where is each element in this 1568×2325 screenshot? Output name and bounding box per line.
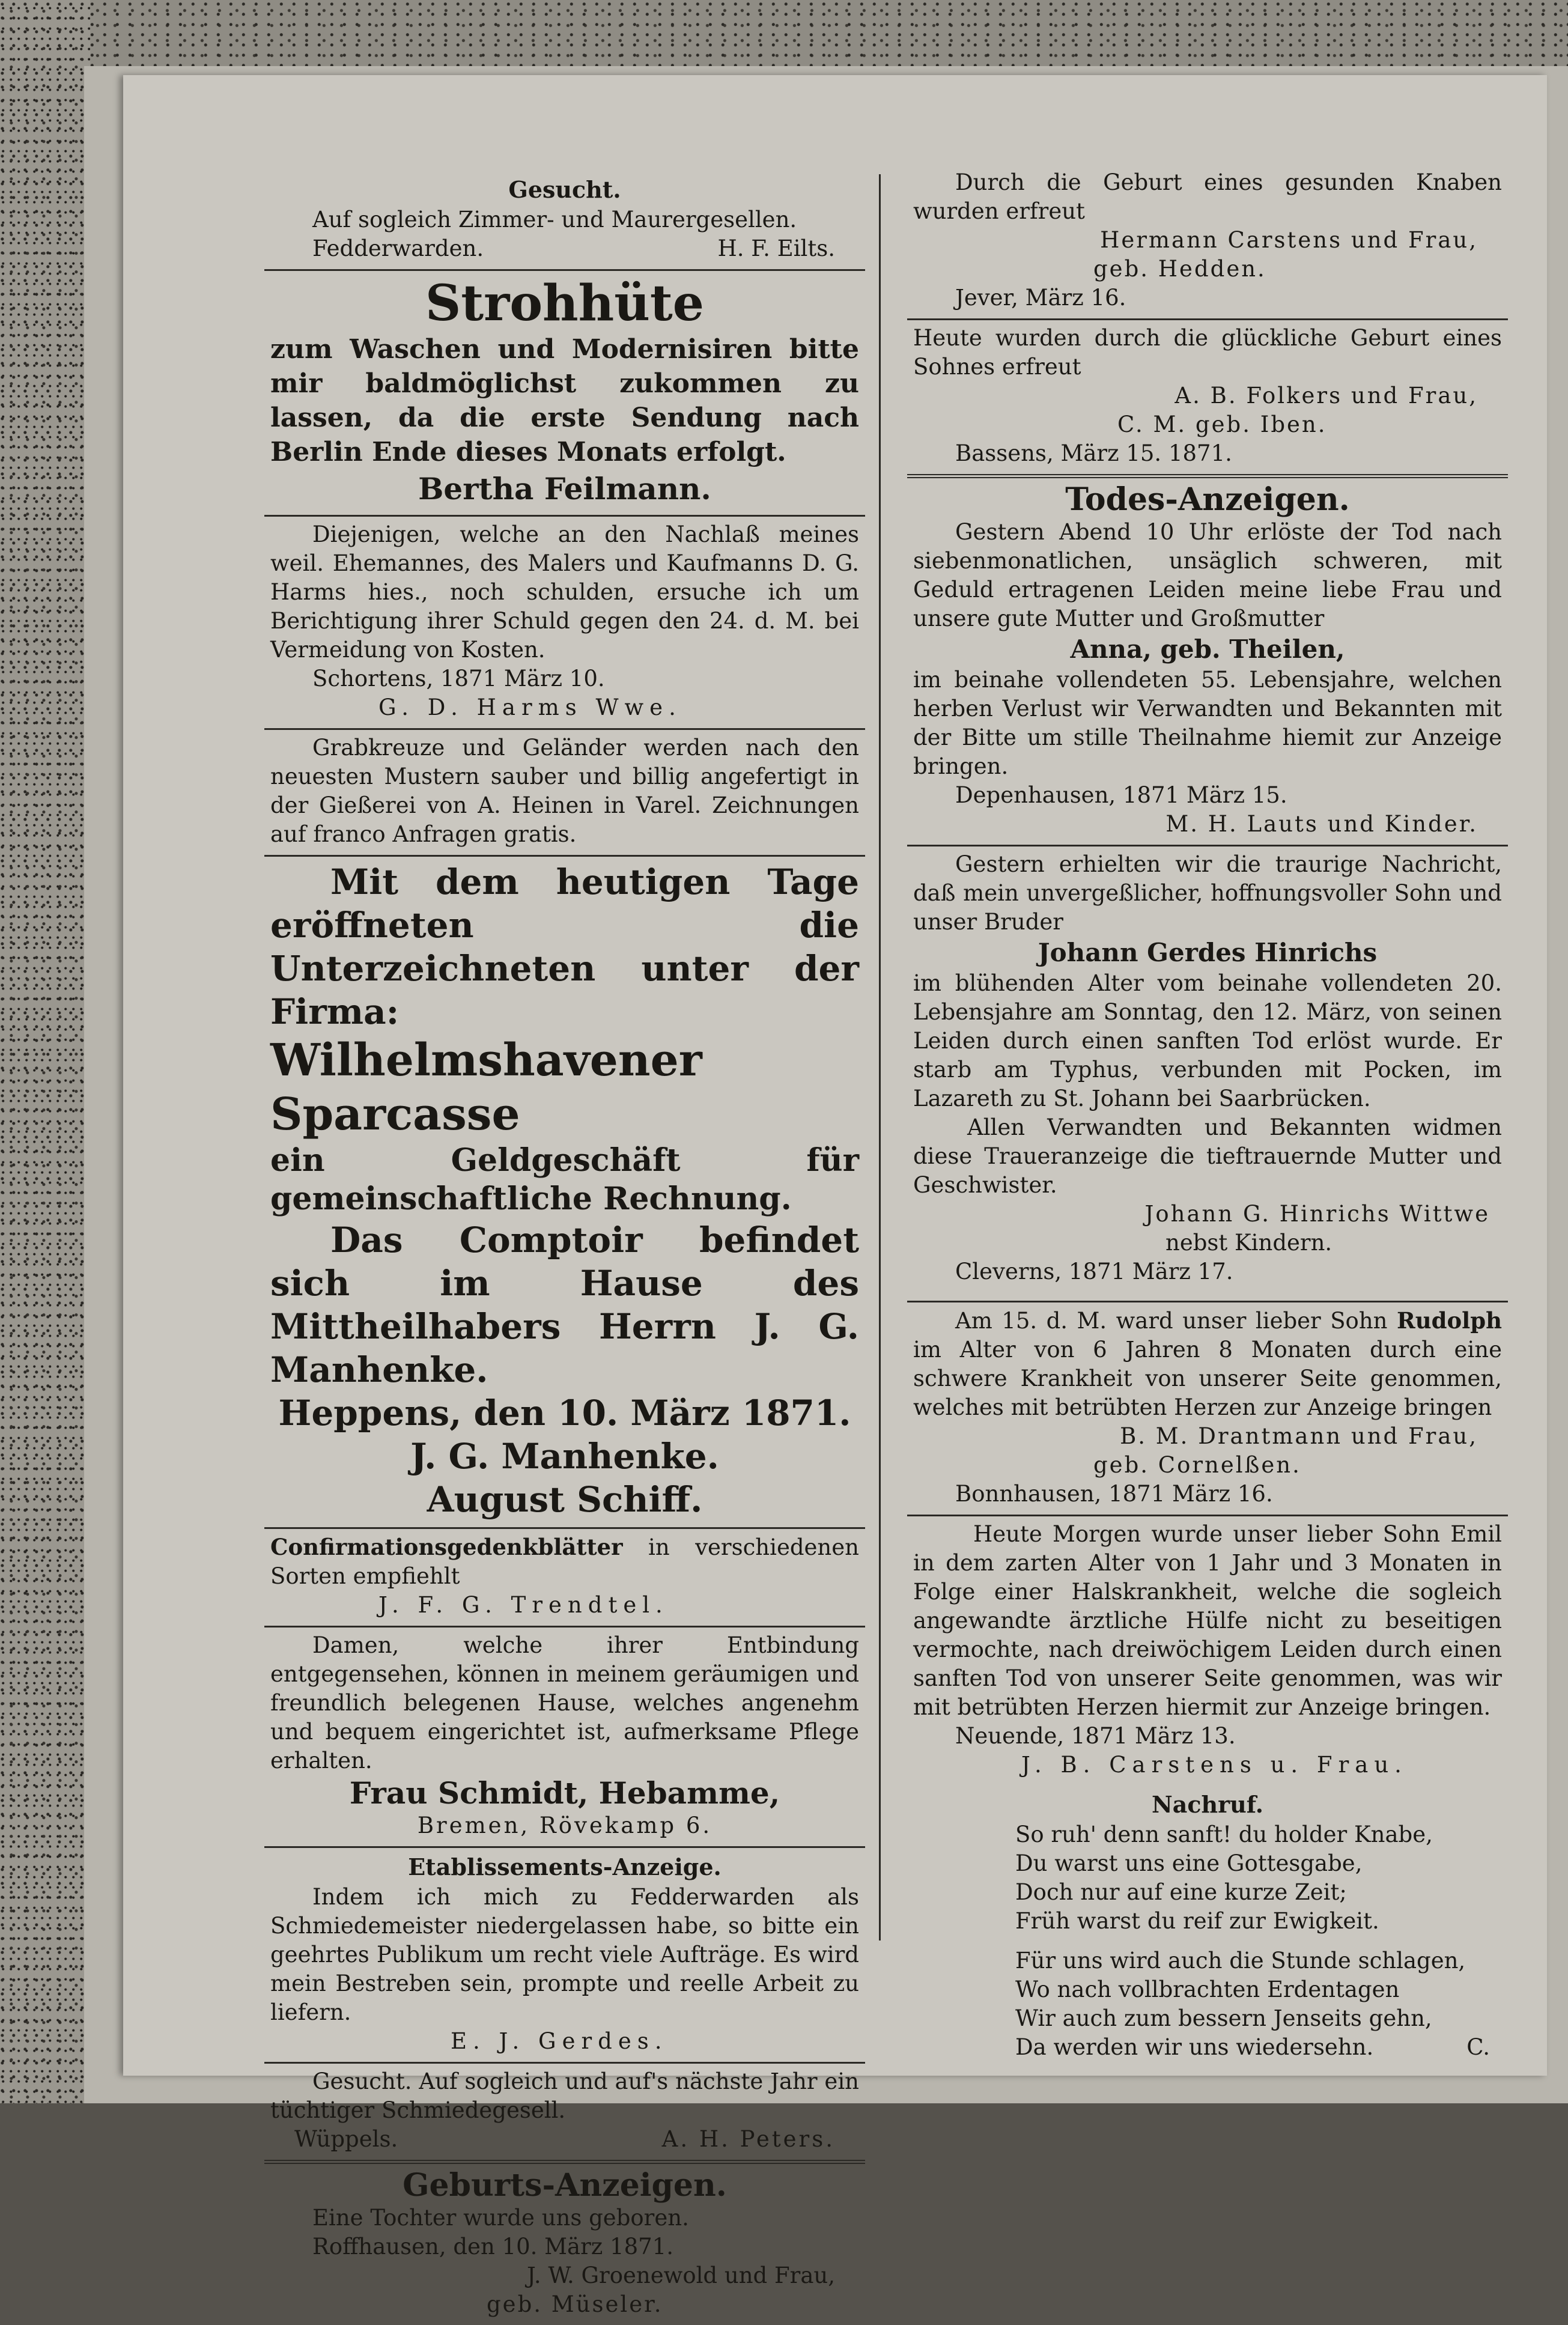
ad-signature: J. F. G. Trendtel. [378,1592,669,1618]
ad-signature-2: geb. Hedden. [1093,256,1266,282]
right-column [907,96,1508,2068]
ad-place-date: Schortens, 1871 März 10. [312,666,605,691]
ad-body: Auf sogleich Zimmer- und Maurergesellen. [312,207,797,232]
ad-hinrichs [907,846,1508,1292]
ad-intro: Mit dem heutigen Tage eröffneten die Unterzeichneten unter der Firma: [270,862,859,1032]
ad-nachruf [907,1786,1508,2068]
section-title: Nachruf. [1152,1791,1263,1818]
ad-place-date: Roffhausen, den 10. März 1871. [312,2234,673,2260]
poem-line: Du warst uns eine Gottesgabe, [1015,1850,1363,1876]
ad-body: Gestern erhielten wir die traurige Nachricht, daß mein unvergeßlicher, hoffnungsvoller Sohn und unser Bruder [913,851,1502,935]
ad-body: Diejenigen, welche an den Nachlaß meines weil. Ehemannes, des Malers und Kaufmanns D. G. Harms hies., noch schulden, ersuche ich um Berichtigung ihrer Schuld gegen den 24. d. M. bei Vermeidung von Kosten. [270,521,859,663]
ad-confirmation [264,1529,865,1627]
ad-child-name: Rudolph [1396,1307,1503,1334]
ad-signature: Bertha Feilmann. [418,471,711,506]
poem-stanza-1 [913,1820,1502,1936]
ad-body-2: im beinahe vollendeten 55. Lebensjahre, welchen herben Verlust wir Verwandten und Bekannten mit der Bitte um stille Theilnahme hiemit zur Anzeige bringen. [913,667,1502,779]
ad-body-2: im blühenden Alter vom beinahe vollendeten 20. Lebensjahre am Sonntag, den 12. März, von seinen Leiden durch einen sanften Tod erlöst wurde. Er starb am Typhus, verbunden mit Pocken, im Lazareth zu St. Johann bei Saarbrücken. [913,970,1502,1111]
ad-body: Indem ich mich zu Fedderwarden als Schmiedemeister niedergelassen habe, so bitte ein geehrtes Publikum um recht viele Aufträge. Es wird mein Bestreben sein, prompte und reelle Arbeit zu liefern. [270,1884,859,2025]
ad-address: Bremen, Rövekamp 6. [417,1813,713,1838]
ad-title: Gesucht. [508,176,621,203]
ad-place-date: Bonnhausen, 1871 März 16. [955,1481,1273,1507]
ad-todes-lauts [907,478,1508,846]
ad-nachlass-harms [264,517,865,730]
ad-body: Gestern Abend 10 Uhr erlöste der Tod nach siebenmonatlichen, unsäglich schweren, mit Geduld ertragenen Leiden meine liebe Frau und unsere gute Mutter und Großmutter [913,519,1502,631]
ad-body: Heute wurden durch die glückliche Geburt eines Sohnes erfreut [913,325,1502,380]
book-top-edge [0,0,1568,72]
ad-place: Fedderwarden. [312,236,484,261]
section-title: Geburts-Anzeigen. [403,2167,727,2204]
poem-line: So ruh' denn sanft! du holder Knabe, [1015,1822,1433,1847]
ad-description: ein Geldgeschäft für gemeinschaftliche Rechnung. [270,1142,859,1217]
ad-title: Confirmationsgedenkblätter [270,1534,623,1560]
poem-initial: C. [1466,2034,1490,2060]
poem-line: Wir auch zum bessern Jenseits gehn, [1015,2005,1432,2031]
ad-hebamme [264,1627,865,1848]
ad-company-name: Wilhelmshavener Sparcasse [270,1035,702,1140]
ad-deceased-name: Johann Gerdes Hinrichs [1038,938,1378,967]
ad-name: Frau Schmidt, Hebamme, [349,1775,780,1811]
ad-geburts-anzeigen [264,2164,865,2325]
ad-strohhuete [264,271,865,517]
ad-sparcasse [264,857,865,1529]
ad-signature: A. H. Peters. [661,2126,835,2152]
ad-carstens-geburt [907,96,1508,320]
ad-signature: H. F. Eilts. [717,236,835,261]
ad-body-end: im Alter von 6 Jahren 8 Monaten durch eine schwere Krankheit von unserer Seite genommen, welches mit betrübten Herzen zur Anzeige bringen [913,1337,1502,1420]
ad-place-date: Neuende, 1871 März 13. [955,1723,1236,1749]
poem-line: Früh warst du reif zur Ewigkeit. [1015,1908,1379,1934]
ad-body-3: Allen Verwandten und Bekannten widmen diese Traueranzeige die tieftrauernde Mutter und Geschwister. [913,1114,1502,1198]
ad-body: Damen, welche ihrer Entbindung entgegensehen, können in meinem geräumigen und freundlich belegenen Hause, welches angenehm und bequem eingerichtet ist, aufmerksame Pflege erhalten. [270,1632,859,1773]
ad-place-date: Depenhausen, 1871 März 15. [955,782,1287,808]
ad-body: Durch die Geburt eines gesunden Knaben wurden erfreut [913,169,1502,224]
ad-signature: E. J. Gerdes. [451,2028,668,2054]
ad-signature-2: August Schiff. [427,1479,703,1520]
poem-line: Da werden wir uns wiedersehn. [1015,2034,1374,2060]
ad-place: Wüppels. [294,2126,398,2152]
section-title: Todes-Anzeigen. [1065,481,1350,518]
ad-signature-1: J. W. Groenewold und Frau, [526,2263,835,2288]
ad-body [913,1306,1502,1422]
ad-signature-2: geb. Cornelßen. [1093,1452,1301,1478]
poem-stanza-2 [913,1947,1502,2062]
ad-signature-1: J. G. Manhenke. [410,1436,719,1477]
ad-signature-2: geb. Müseler. [487,2291,663,2317]
ad-drantmann [907,1301,1508,1516]
ad-signature-2: C. M. geb. Iben. [1117,412,1327,437]
ad-body: Eine Tochter wurde uns geboren. [312,2205,689,2231]
ad-comptoir: Das Comptoir befindet sich im Hause des Mittheilhabers Herrn J. G. Manhenke. [270,1220,859,1390]
ad-signature-1: Hermann Carstens und Frau, [1100,227,1478,253]
ad-etablissement [264,1848,865,2064]
ad-title: Strohhüte [425,275,704,332]
poem-last-line [1015,2033,1502,2062]
ad-gesucht-maurer [264,96,865,271]
ad-body: zum Waschen und Modernisiren bitte mir baldmöglichst zukommen zu lassen, da die erste Sendung nach Berlin Ende dieses Monats erfolgt. [270,334,859,467]
ad-signature: M. H. Lauts und Kinder. [1165,811,1478,837]
poem-line: Für uns wird auch die Stunde schlagen, [1015,1948,1466,1974]
ad-body: Gesucht. Auf sogleich und auf's nächste Jahr ein tüchtiger Schmiedegesell. [270,2068,859,2123]
ad-signature-1: B. M. Drantmann und Frau, [1120,1423,1478,1449]
ad-place-date: Cleverns, 1871 März 17. [955,1259,1233,1284]
left-column [264,96,865,2325]
book-left-edge [0,0,90,2103]
poem-line: Wo nach vollbrachten Erdentagen [1015,1977,1400,2002]
ad-grabkreuze [264,730,865,857]
ad-place-date: Heppens, den 10. März 1871. [278,1393,851,1433]
ad-deceased-name: Anna, geb. Theilen, [1070,634,1345,664]
ad-signature-2: nebst Kindern. [1165,1230,1332,1256]
ad-signature-1: A. B. Folkers und Frau, [1174,383,1478,409]
ad-body: Grabkreuze und Geländer werden nach den neuesten Mustern sauber und billig angefertigt in der Gießerei von A. Heinen in Varel. Zeichnungen auf franco Anfragen gratis. [270,735,859,847]
ad-place-date: Bassens, März 15. 1871. [955,440,1232,466]
ad-signature-1: Johann G. Hinrichs Wittwe [1144,1201,1490,1227]
ad-place-date: Jever, März 16. [955,285,1126,311]
ad-signature: J. B. Carstens u. Frau. [1021,1752,1408,1778]
ad-body-start: Am 15. d. M. ward unser lieber Sohn [955,1308,1388,1334]
ad-folkers-geburt [907,320,1508,478]
ad-signature: G. D. Harms Wwe. [378,694,682,720]
ad-carstens-emil [907,1516,1508,1786]
ad-body: Heute Morgen wurde unser lieber Sohn Emil in dem zarten Alter von 1 Jahr und 3 Monaten in Folge einer Halskrankheit, welche die sogleich angewandte ärztliche Hülfe nicht zu beseitigen vermochte, nach dreiwöchigem Leiden durch einen sanften Tod von unserer Seite genommen, was wir mit betrübten Herzen hiermit zur Anzeige bringen. [913,1521,1502,1720]
ad-body: in verschiedenen Sorten empfiehlt [270,1534,859,1589]
ad-title: Etablissements-Anzeige. [408,1853,722,1880]
poem-line: Doch nur auf eine kurze Zeit; [1015,1879,1347,1905]
column-divider [879,174,881,1941]
ad-gesucht-schmiedegesell [264,2064,865,2164]
